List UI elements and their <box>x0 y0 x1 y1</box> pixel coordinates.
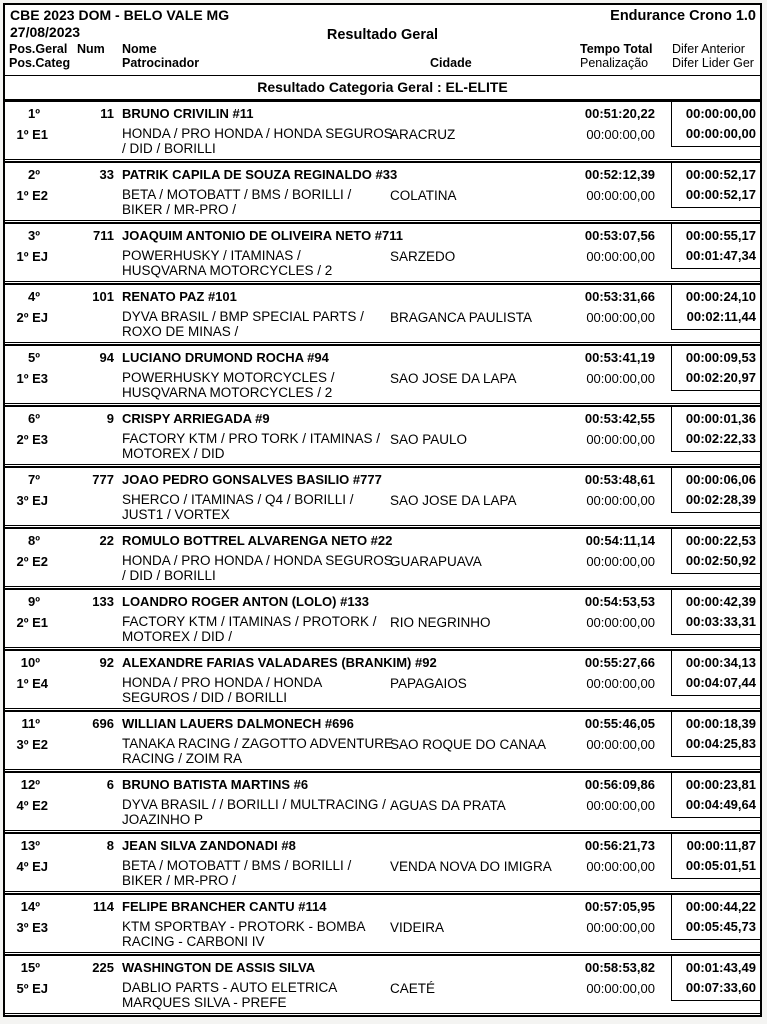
difference-leader: 00:02:11,44 <box>686 309 756 324</box>
total-time: 00:57:05,95 <box>584 899 655 914</box>
sponsor-line-1: BETA / MOTOBATT / BMS / BORILLI / <box>122 187 352 202</box>
sponsor <box>122 676 322 705</box>
sponsor <box>122 127 393 156</box>
col-header-difer-anterior: Difer Anterior <box>672 42 745 56</box>
city: COLATINA <box>390 188 457 203</box>
difference-leader: 00:05:01,51 <box>685 858 756 873</box>
position-overall: 4º <box>28 289 40 304</box>
result-row <box>5 163 760 221</box>
position-overall: 10º <box>20 655 40 670</box>
rider-name: LOANDRO ROGER ANTON (LOLO) #133 <box>122 594 370 609</box>
city: SAO JOSE DA LAPA <box>390 371 517 386</box>
position-overall: 5º <box>28 350 40 365</box>
sponsor <box>122 310 364 339</box>
col-header-nome: Nome <box>122 42 157 56</box>
col-header-penalizacao: Penalização <box>580 56 649 70</box>
city: VIDEIRA <box>390 920 445 935</box>
penalty-time: 00:00:00,00 <box>586 615 655 630</box>
sponsor <box>122 249 332 278</box>
total-time: 00:56:21,73 <box>584 838 655 853</box>
difference-previous: 00:00:18,39 <box>685 716 756 731</box>
position-category: 2º EJ <box>16 310 48 325</box>
difference-box <box>671 163 760 208</box>
position-overall: 15º <box>20 960 40 975</box>
sponsor-line-1: KTM SPORTBAY - PROTORK - BOMBA <box>122 919 366 934</box>
position-category: 3º E3 <box>16 920 48 935</box>
difference-previous: 00:00:11,87 <box>686 838 756 853</box>
rider-name: CRISPY ARRIEGADA #9 <box>122 411 270 426</box>
position-category: 5º EJ <box>16 981 48 996</box>
sponsor-line-1: POWERHUSKY MOTORCYCLES / <box>122 370 335 385</box>
difference-previous: 00:01:43,49 <box>685 960 756 975</box>
position-category: 4º E2 <box>16 798 48 813</box>
rider-number: 9 <box>106 411 114 426</box>
penalty-time: 00:00:00,00 <box>586 737 655 752</box>
result-row <box>5 773 760 831</box>
col-header-num: Num <box>77 42 105 56</box>
sponsor <box>122 432 380 461</box>
sponsor-line-2: / DID / BORILLI <box>122 567 216 583</box>
sponsor-line-1: FACTORY KTM / ITAMINAS / PROTORK / <box>122 614 377 629</box>
result-row <box>5 468 760 526</box>
difference-box <box>671 102 760 147</box>
rider-name: WILLIAN LAUERS DALMONECH #696 <box>122 716 354 731</box>
city: ARACRUZ <box>390 127 456 142</box>
position-overall: 13º <box>20 838 40 853</box>
rider-number: 225 <box>92 960 114 975</box>
total-time: 00:53:07,56 <box>584 228 655 243</box>
penalty-time: 00:00:00,00 <box>586 554 655 569</box>
rider-number: 6 <box>106 777 114 792</box>
sponsor-line-1: BETA / MOTOBATT / BMS / BORILLI / <box>122 858 352 873</box>
difference-box <box>671 285 760 330</box>
sponsor-line-1: FACTORY KTM / PRO TORK / ITAMINAS / <box>122 431 381 446</box>
difference-box <box>671 590 760 635</box>
sponsor <box>122 188 351 217</box>
sponsor-line-2: SEGUROS / DID / BORILLI <box>122 689 288 705</box>
rider-number: 696 <box>92 716 114 731</box>
sponsor <box>122 981 337 1010</box>
sponsor-line-2: MOTOREX / DID <box>122 445 225 461</box>
position-overall: 14º <box>20 899 40 914</box>
result-row <box>5 285 760 343</box>
sponsor <box>122 371 335 400</box>
sponsor <box>122 737 393 766</box>
position-overall: 8º <box>28 533 40 548</box>
position-category: 1º E4 <box>16 676 48 691</box>
sponsor <box>122 920 366 949</box>
position-category: 4º EJ <box>16 859 48 874</box>
difference-leader: 00:02:22,33 <box>685 431 756 446</box>
rider-name: ROMULO BOTTREL ALVARENGA NETO #22 <box>122 533 393 548</box>
position-overall: 12º <box>20 777 40 792</box>
position-overall: 1º <box>28 106 40 121</box>
difference-leader: 00:03:33,31 <box>685 614 756 629</box>
rider-number: 8 <box>106 838 114 853</box>
category-section-title: Resultado Categoria Geral : EL-ELITE <box>5 76 760 102</box>
position-category: 1º E1 <box>16 127 48 142</box>
sponsor-line-2: HUSQVARNA MOTORCYCLES / 2 <box>122 384 333 400</box>
position-category: 2º E2 <box>16 554 48 569</box>
difference-previous: 00:00:01,36 <box>685 411 756 426</box>
position-category: 3º E2 <box>16 737 48 752</box>
difference-leader: 00:04:25,83 <box>685 736 756 751</box>
result-row <box>5 834 760 892</box>
difference-leader: 00:00:00,00 <box>685 126 756 141</box>
rider-name: ALEXANDRE FARIAS VALADARES (BRANKIM) #92 <box>122 655 437 670</box>
total-time: 00:53:48,61 <box>584 472 655 487</box>
penalty-time: 00:00:00,00 <box>586 859 655 874</box>
result-row <box>5 102 760 160</box>
position-overall: 11º <box>21 716 40 731</box>
total-time: 00:53:42,55 <box>584 411 655 426</box>
city: BRAGANCA PAULISTA <box>390 310 533 325</box>
rider-name: WASHINGTON DE ASSIS SILVA <box>122 960 316 975</box>
difference-box <box>671 956 760 1001</box>
penalty-time: 00:00:00,00 <box>586 432 655 447</box>
app-name: Endurance Crono 1.0 <box>610 8 756 24</box>
penalty-time: 00:00:00,00 <box>586 676 655 691</box>
sponsor-line-2: BIKER / MR-PRO / <box>122 201 237 217</box>
results-table <box>5 102 760 1014</box>
sponsor-line-2: MARQUES SILVA - PREFE <box>122 994 287 1010</box>
total-time: 00:51:20,22 <box>584 106 655 121</box>
position-overall: 9º <box>28 594 40 609</box>
difference-previous: 00:00:44,22 <box>685 899 756 914</box>
difference-previous: 00:00:00,00 <box>685 106 756 121</box>
rider-number: 101 <box>92 289 114 304</box>
event-date: 27/08/2023 <box>10 24 81 40</box>
result-row <box>5 224 760 282</box>
city: RIO NEGRINHO <box>390 615 491 630</box>
total-time: 00:53:41,19 <box>584 350 655 365</box>
difference-leader: 00:02:20,97 <box>685 370 756 385</box>
difference-box <box>671 651 760 696</box>
city: SAO ROQUE DO CANAA <box>390 737 547 752</box>
rider-number: 777 <box>92 472 114 487</box>
difference-box <box>671 712 760 757</box>
difference-previous: 00:00:55,17 <box>685 228 756 243</box>
rider-number: 92 <box>99 655 114 670</box>
difference-previous: 00:00:52,17 <box>685 167 756 182</box>
sponsor-line-2: JUST1 / VORTEX <box>122 506 230 522</box>
difference-box <box>671 224 760 269</box>
rider-name: JOAO PEDRO GONSALVES BASILIO #777 <box>122 472 382 487</box>
position-category: 1º E2 <box>16 188 48 203</box>
difference-leader: 00:07:33,60 <box>685 980 756 995</box>
rider-name: FELIPE BRANCHER CANTU #114 <box>122 899 327 914</box>
difference-box <box>671 895 760 940</box>
event-title: CBE 2023 DOM - BELO VALE MG <box>10 7 230 23</box>
penalty-time: 00:00:00,00 <box>586 981 655 996</box>
penalty-time: 00:00:00,00 <box>586 249 655 264</box>
total-time: 00:55:46,05 <box>584 716 655 731</box>
total-time: 00:58:53,82 <box>584 960 655 975</box>
sponsor-line-1: SHERCO / ITAMINAS / Q4 / BORILLI / <box>122 492 354 507</box>
report-title: Resultado Geral <box>326 27 439 43</box>
difference-leader: 00:04:07,44 <box>685 675 756 690</box>
rider-number: 22 <box>99 533 114 548</box>
city: AGUAS DA PRATA <box>390 798 506 813</box>
total-time: 00:54:53,53 <box>584 594 655 609</box>
difference-box <box>671 407 760 452</box>
sponsor-line-2: ROXO DE MINAS / <box>122 323 239 339</box>
total-time: 00:53:31,66 <box>584 289 655 304</box>
rider-name: LUCIANO DRUMOND ROCHA #94 <box>122 350 329 365</box>
result-row <box>5 346 760 404</box>
city: PAPAGAIOS <box>390 676 467 691</box>
col-header-pos-geral: Pos.Geral <box>9 42 68 56</box>
sponsor-line-1: DYVA BRASIL / / BORILLI / MULTRACING / <box>122 797 386 812</box>
rider-name: RENATO PAZ #101 <box>122 289 237 304</box>
rider-name: PATRIK CAPILA DE SOUZA REGINALDO #33 <box>122 167 398 182</box>
sponsor-line-2: / DID / BORILLI <box>122 140 216 156</box>
sponsor-line-1: DYVA BRASIL / BMP SPECIAL PARTS / <box>122 309 364 324</box>
report-header <box>5 5 760 76</box>
difference-leader: 00:02:50,92 <box>685 553 756 568</box>
rider-name: BRUNO BATISTA MARTINS #6 <box>122 777 309 792</box>
total-time: 00:55:27,66 <box>584 655 655 670</box>
position-overall: 3º <box>28 228 40 243</box>
position-category: 3º EJ <box>16 493 48 508</box>
rider-number: 133 <box>92 594 114 609</box>
rider-name: BRUNO CRIVILIN #11 <box>122 106 254 121</box>
rider-number: 711 <box>93 228 114 243</box>
difference-box <box>671 468 760 513</box>
rider-name: JOAQUIM ANTONIO DE OLIVEIRA NETO #711 <box>122 228 404 243</box>
penalty-time: 00:00:00,00 <box>586 371 655 386</box>
col-header-cidade: Cidade <box>430 56 472 70</box>
rider-number: 94 <box>99 350 114 365</box>
sponsor <box>122 859 351 888</box>
position-category: 2º E1 <box>16 615 48 630</box>
difference-previous: 00:00:06,06 <box>685 472 756 487</box>
sponsor-line-2: RACING - CARBONI IV <box>122 933 265 949</box>
city: VENDA NOVA DO IMIGRA <box>390 859 552 874</box>
result-row <box>5 956 760 1014</box>
sponsor <box>122 493 354 522</box>
city: GUARAPUAVA <box>390 554 482 569</box>
report-page <box>3 3 762 1017</box>
sponsor-line-2: BIKER / MR-PRO / <box>122 872 237 888</box>
sponsor-line-1: POWERHUSKY / ITAMINAS / <box>122 248 301 263</box>
col-header-difer-lider: Difer Lider Ger <box>672 56 754 70</box>
sponsor-line-2: RACING / ZOIM RA <box>122 750 243 766</box>
sponsor-line-2: HUSQVARNA MOTORCYCLES / 2 <box>122 262 333 278</box>
result-row <box>5 407 760 465</box>
difference-box <box>671 773 760 818</box>
difference-previous: 00:00:09,53 <box>685 350 756 365</box>
position-overall: 7º <box>28 472 40 487</box>
sponsor-line-2: JOAZINHO P <box>122 811 204 827</box>
sponsor-line-1: HONDA / PRO HONDA / HONDA SEGUROS <box>122 126 393 141</box>
total-time: 00:52:12,39 <box>584 167 655 182</box>
rider-number: 114 <box>93 899 114 914</box>
penalty-time: 00:00:00,00 <box>586 493 655 508</box>
total-time: 00:56:09,86 <box>584 777 655 792</box>
difference-previous: 00:00:23,81 <box>685 777 756 792</box>
sponsor-line-1: HONDA / PRO HONDA / HONDA SEGUROS <box>122 553 393 568</box>
result-row <box>5 529 760 587</box>
difference-leader: 00:05:45,73 <box>685 919 756 934</box>
penalty-time: 00:00:00,00 <box>586 127 655 142</box>
sponsor-line-1: TANAKA RACING / ZAGOTTO ADVENTURE <box>122 736 394 751</box>
city: SARZEDO <box>390 249 456 264</box>
difference-box <box>671 834 760 879</box>
sponsor-line-1: HONDA / PRO HONDA / HONDA <box>122 675 323 690</box>
difference-leader: 00:00:52,17 <box>685 187 756 202</box>
difference-previous: 00:00:24,10 <box>685 289 756 304</box>
sponsor <box>122 798 386 827</box>
position-category: 1º EJ <box>16 249 48 264</box>
col-header-tempo-total: Tempo Total <box>580 42 653 56</box>
penalty-time: 00:00:00,00 <box>586 798 655 813</box>
penalty-time: 00:00:00,00 <box>586 188 655 203</box>
difference-previous: 00:00:22,53 <box>685 533 756 548</box>
position-category: 1º E3 <box>16 371 48 386</box>
difference-leader: 00:04:49,64 <box>685 797 756 812</box>
difference-previous: 00:00:34,13 <box>685 655 756 670</box>
penalty-time: 00:00:00,00 <box>586 310 655 325</box>
position-overall: 6º <box>28 411 40 426</box>
difference-leader: 00:02:28,39 <box>685 492 756 507</box>
position-category: 2º E3 <box>16 432 48 447</box>
city: CAETÉ <box>390 981 436 996</box>
rider-number: 33 <box>99 167 114 182</box>
sponsor-line-2: MOTOREX / DID / <box>122 628 233 644</box>
difference-previous: 00:00:42,39 <box>685 594 756 609</box>
penalty-time: 00:00:00,00 <box>586 920 655 935</box>
difference-leader: 00:01:47,34 <box>685 248 756 263</box>
total-time: 00:54:11,14 <box>585 533 655 548</box>
rider-name: JEAN SILVA ZANDONADI #8 <box>122 838 296 853</box>
result-row <box>5 895 760 953</box>
rider-number: 11 <box>100 106 114 121</box>
sponsor <box>122 554 393 583</box>
city: SAO JOSE DA LAPA <box>390 493 517 508</box>
result-row <box>5 590 760 648</box>
col-header-pos-categ: Pos.Categ <box>9 56 71 70</box>
col-header-patrocinador: Patrocinador <box>122 56 200 70</box>
result-row <box>5 712 760 770</box>
difference-box <box>671 346 760 391</box>
difference-box <box>671 529 760 574</box>
sponsor <box>122 615 377 644</box>
city: SAO PAULO <box>390 432 468 447</box>
result-row <box>5 651 760 709</box>
position-overall: 2º <box>28 167 40 182</box>
sponsor-line-1: DABLIO PARTS - AUTO ELETRICA <box>122 980 338 995</box>
